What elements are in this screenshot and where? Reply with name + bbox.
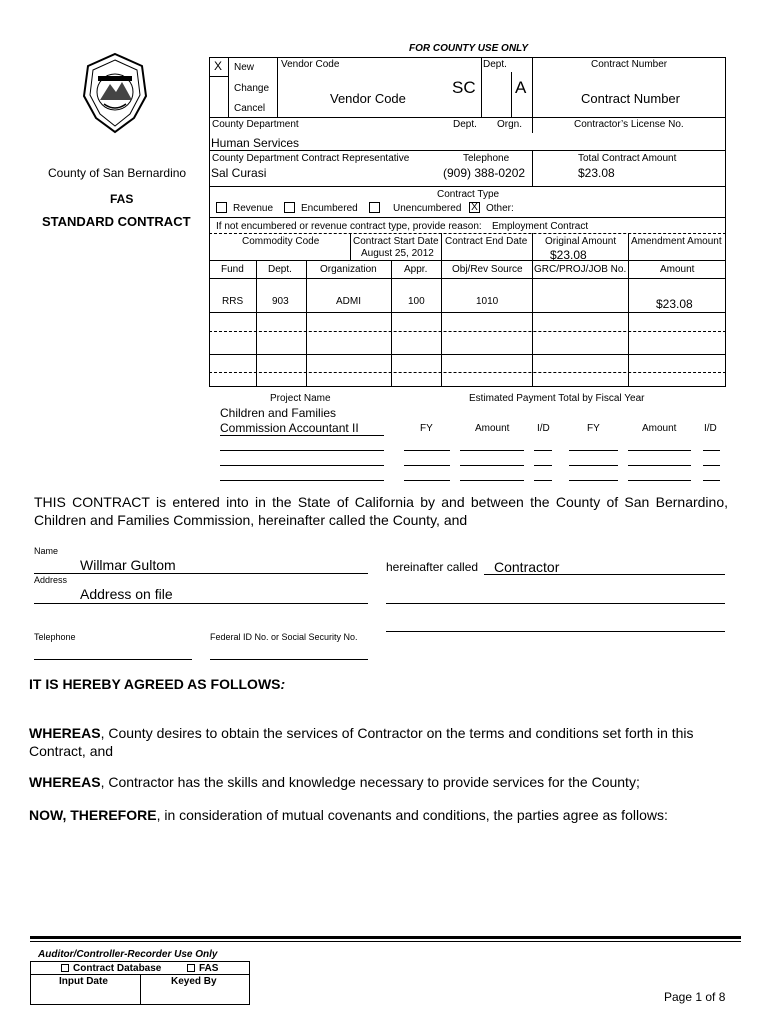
obj-rev-cell[interactable]: 1010 [476, 296, 499, 307]
amendment-amount-label: Amendment Amount [631, 236, 722, 247]
county-seal-icon [80, 52, 150, 134]
start-date-label: Contract Start Date [353, 236, 439, 247]
organization-header: Organization [320, 264, 377, 275]
address-label: Address [34, 575, 68, 585]
revenue-label: Revenue [233, 203, 274, 214]
agreed-heading: IT IS HEREBY AGREED AS FOLLOWS: [29, 676, 286, 692]
county-department-label: County Department [212, 119, 299, 130]
reason-value[interactable]: Employment Contract [492, 221, 589, 232]
new-mark[interactable]: X [214, 59, 223, 73]
dept-label-2: Dept. [453, 119, 477, 130]
fas-footer-label: FAS [199, 963, 219, 974]
reason-label: If not encumbered or revenue contract type, provide reason: [216, 221, 482, 232]
dept-value-sc[interactable]: SC [452, 78, 476, 97]
grc-header: GRC/PROJ/JOB No. [534, 264, 627, 275]
standard-contract-title: STANDARD CONTRACT [42, 214, 191, 229]
rep-value[interactable]: Sal Curasi [211, 166, 267, 180]
orgn-label: Orgn. [497, 119, 523, 130]
dept-value-a[interactable]: A [515, 78, 527, 97]
vendor-code-label: Vendor Code [281, 59, 340, 70]
end-date-label: Contract End Date [445, 236, 528, 247]
encumbered-label: Encumbered [301, 203, 358, 214]
name-label: Name [34, 546, 59, 556]
page-number: Page 1 of 8 [664, 990, 726, 1004]
amount-cell[interactable]: $23.08 [656, 297, 693, 311]
other-label: Other: [486, 203, 514, 214]
input-date-label: Input Date [59, 976, 108, 987]
change-option[interactable]: Change [234, 83, 270, 94]
license-label: Contractor’s License No. [574, 119, 684, 130]
organization-cell[interactable]: ADMI [336, 296, 361, 307]
fy-header-2: FY [587, 423, 600, 434]
id-header-2: I/D [704, 423, 717, 434]
fund-header: Fund [221, 264, 244, 275]
federal-id-label: Federal ID No. or Social Security No. [210, 632, 358, 642]
dept-label: Dept. [483, 59, 507, 70]
amount-header-2: Amount [642, 423, 677, 434]
dept-header: Dept. [268, 264, 292, 275]
contract-database-checkbox[interactable] [61, 964, 69, 972]
project-name-label: Project Name [270, 393, 331, 404]
auditor-label: Auditor/Controller-Recorder Use Only [38, 949, 218, 960]
now-therefore-paragraph: NOW, THEREFORE, in consideration of mutual covenants and conditions, the parties agree as follows: [29, 807, 668, 823]
commodity-code-label: Commodity Code [242, 236, 320, 247]
vendor-code-value[interactable]: Vendor Code [330, 91, 406, 106]
id-header-1: I/D [537, 423, 550, 434]
unencumbered-checkbox[interactable] [369, 202, 380, 213]
dept-cell[interactable]: 903 [272, 296, 289, 307]
contractor-value[interactable]: Contractor [494, 559, 560, 575]
fas-title: FAS [110, 192, 134, 206]
unencumbered-label: Unencumbered [393, 203, 462, 214]
encumbered-checkbox[interactable] [284, 202, 295, 213]
contract-type-label: Contract Type [437, 189, 500, 200]
hereinafter-label: hereinafter called [386, 560, 479, 574]
amount-header-1: Amount [475, 423, 510, 434]
county-name: County of San Bernardino [48, 166, 187, 180]
telephone-value[interactable]: (909) 388-0202 [443, 166, 526, 180]
cancel-option[interactable]: Cancel [234, 103, 266, 114]
appr-header: Appr. [404, 264, 428, 275]
rep-label: County Department Contract Representative [212, 153, 410, 164]
address-value[interactable]: Address on file [80, 586, 173, 602]
appr-cell[interactable]: 100 [408, 296, 425, 307]
whereas-paragraph-2: WHEREAS, Contractor has the skills and knowledge necessary to provide services for the County; [29, 774, 640, 790]
start-date-value[interactable]: August 25, 2012 [361, 248, 434, 259]
amount-header: Amount [660, 264, 695, 275]
project-name-line-1[interactable]: Children and Families [220, 406, 337, 420]
intro-paragraph: THIS CONTRACT is entered into in the State of California by and between the County of San Bernardino, Children and Families Commission, hereinafter called the County, and [34, 494, 728, 528]
telephone-label-2: Telephone [34, 632, 76, 642]
total-amount-value[interactable]: $23.08 [578, 166, 615, 180]
whereas-paragraph-1: WHEREAS, County desires to obtain the services of Contractor on the terms and conditions set forth in this Contract, and [29, 725, 694, 759]
total-amount-label: Total Contract Amount [578, 153, 677, 164]
original-amount-value[interactable]: $23.08 [550, 248, 587, 262]
original-amount-label: Original Amount [545, 236, 617, 247]
fund-cell[interactable]: RRS [222, 296, 244, 307]
contract-number-value[interactable]: Contract Number [581, 91, 680, 106]
fy-header-1: FY [420, 423, 433, 434]
fas-checkbox[interactable] [187, 964, 195, 972]
revenue-checkbox[interactable] [216, 202, 227, 213]
new-option[interactable]: New [234, 62, 255, 73]
obj-rev-header: Obj/Rev Source [452, 264, 523, 275]
keyed-by-label: Keyed By [171, 976, 217, 987]
contract-number-label: Contract Number [591, 59, 668, 70]
contract-database-label: Contract Database [73, 963, 162, 974]
county-use-only-label: FOR COUNTY USE ONLY [409, 43, 529, 54]
project-name-line-2[interactable]: Commission Accountant II [220, 421, 359, 435]
estimated-payment-label: Estimated Payment Total by Fiscal Year [469, 393, 645, 404]
county-department-value[interactable]: Human Services [211, 136, 300, 150]
telephone-label: Telephone [463, 153, 510, 164]
other-checkbox[interactable]: X [469, 202, 480, 213]
name-value[interactable]: Willmar Gultom [80, 557, 176, 573]
